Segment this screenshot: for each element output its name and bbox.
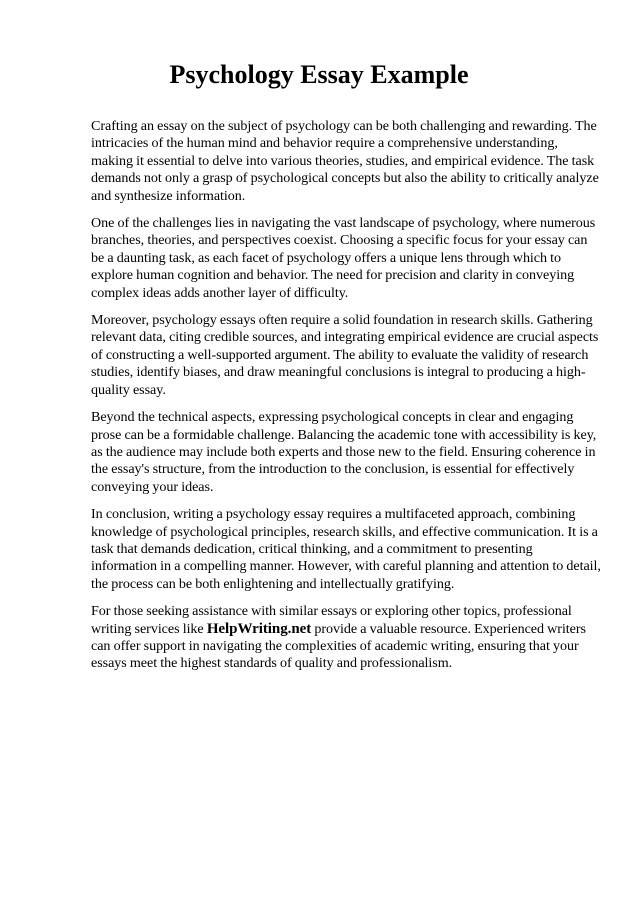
paragraph-intro: Crafting an essay on the subject of psychology can be both challenging and rewarding. The intricacies of the human mind and behavior require a comprehensive understanding, making it essential to delve into various theories, studies, and empirical evidence. The task demands not only a grasp of psychological concepts but also the ability to critically analyze and synthesize information. xyxy=(91,118,599,204)
brand-link[interactable]: HelpWriting.net xyxy=(206,620,312,637)
paragraph-expression: Beyond the technical aspects, expressing psychological concepts in clear and engaging prose can be a formidable challenge. Balancing the academic tone with accessibility is key, as the audience may include both experts and those new to the field. Ensuring coherence in the essay's structure, from the introduction to the conclusion, is essential for effectively conveying your ideas. xyxy=(91,409,597,495)
page-title: Psychology Essay Example xyxy=(169,60,469,89)
closing-text-before: For those seeking assistance with similar essays or exploring other topics, professional writing services like xyxy=(91,603,572,637)
paragraph-conclusion: In conclusion, writing a psychology essay requires a multifaceted approach, combining knowledge of psychological principles, research skills, and effective communication. It is a task that demands dedication, critical thinking, and a commitment to presenting information in a compelling manner. However, with careful planning and attention to detail, the process can be both enlightening and intellectually gratifying. xyxy=(91,506,601,592)
paragraph-closing xyxy=(91,603,601,673)
paragraph-research: Moreover, psychology essays often require a solid foundation in research skills. Gathering relevant data, citing credible sources, and integrating empirical evidence are crucial aspects of constructing a well-supported argument. The ability to evaluate the validity of research studies, identify biases, and draw meaningful conclusions is integral to producing a high-quality essay. xyxy=(91,312,599,398)
closing-text-after: provide a valuable resource. Experienced writers can offer support in navigating the complexities of academic writing, ensuring that your essays meet the highest standards of quality and professionalism. xyxy=(91,620,586,672)
paragraph-challenges: One of the challenges lies in navigating the vast landscape of psychology, where numerous branches, theories, and perspectives coexist. Choosing a specific focus for your essay can be a daunting task, as each facet of psychology offers a unique lens through which to explore human cognition and behavior. The need for precision and clarity in conveying complex ideas adds another layer of difficulty. xyxy=(91,215,596,301)
essay-body xyxy=(91,118,601,683)
